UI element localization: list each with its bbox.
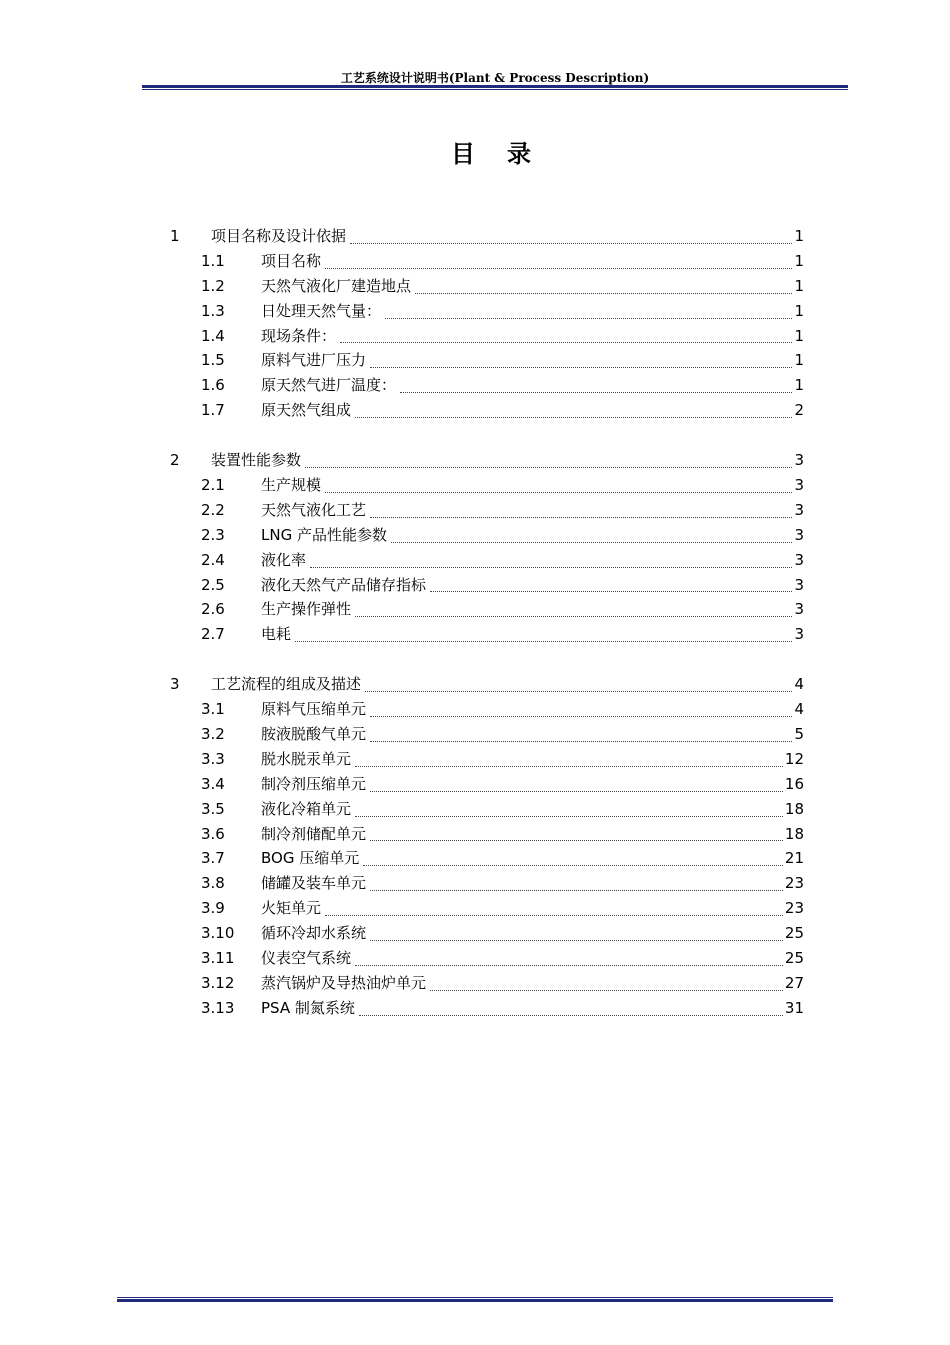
toc-entry-page-number: 18: [784, 799, 804, 818]
toc-entry-page-number: 4: [794, 700, 804, 719]
toc-entry-page-number: 3: [794, 451, 804, 470]
toc-entry-label: 工艺流程的组成及描述: [211, 675, 362, 694]
toc-dot-leader: [295, 641, 792, 642]
toc-entry-number: 1: [170, 227, 180, 245]
toc-dot-leader: [370, 367, 792, 368]
toc-entry[interactable]: [170, 349, 804, 374]
toc-entry-label: 原天然气组成: [261, 401, 352, 420]
toc-entry-page-number: 1: [794, 301, 804, 320]
header-rule: [142, 85, 848, 90]
toc-entry-page-number: 16: [784, 774, 804, 793]
toc-entry[interactable]: [170, 275, 804, 300]
toc-entry[interactable]: [170, 574, 804, 599]
toc-dot-leader: [370, 890, 783, 891]
toc-entry-number: 1.2: [201, 276, 225, 295]
toc-entry-page-number: 3: [794, 550, 804, 569]
header-title: 工艺系统设计说明书(Plant & Process Description): [340, 71, 650, 85]
toc-entry-number: 3.6: [201, 824, 225, 843]
toc-entry-label: PSA 制氮系统: [261, 998, 355, 1017]
toc-entry[interactable]: [170, 524, 804, 549]
toc-entry-number: 3.7: [201, 849, 225, 868]
toc-entry-number: 3.11: [201, 949, 235, 968]
toc-entry-label: 天然气液化工艺: [261, 500, 367, 519]
toc-entry-page-number: 3: [794, 476, 804, 495]
toc-entry-label: 原料气进厂压力: [261, 351, 367, 370]
toc-entry[interactable]: [170, 325, 804, 350]
toc-entry-page-number: 3: [794, 500, 804, 519]
toc-title: 目录: [451, 140, 563, 168]
toc-entry-page-number: 31: [784, 998, 804, 1017]
toc-dot-leader: [325, 492, 792, 493]
toc-dot-leader: [325, 915, 783, 916]
toc-dot-leader: [359, 1015, 783, 1016]
toc-entry[interactable]: [170, 947, 804, 972]
toc-entry-label: 原料气压缩单元: [261, 700, 367, 719]
toc-dot-leader: [355, 965, 783, 966]
toc-dot-leader: [365, 691, 792, 692]
toc-entry-page-number: 3: [794, 525, 804, 544]
toc-dot-leader: [350, 243, 792, 244]
toc-entry-label: 制冷剂压缩单元: [261, 774, 367, 793]
toc-entry-page-number: 23: [784, 899, 804, 918]
toc-dot-leader: [355, 816, 783, 817]
toc-entry[interactable]: [170, 997, 804, 1022]
toc-entry-page-number: 1: [794, 227, 804, 245]
toc-entry[interactable]: [170, 474, 804, 499]
toc-entry-label: 项目名称及设计依据: [211, 227, 347, 245]
toc-entry-label: 天然气液化厂建造地点: [261, 276, 412, 295]
toc-dot-leader: [370, 741, 792, 742]
toc-entry-number: 2.1: [201, 476, 225, 495]
toc-dot-leader: [415, 293, 792, 294]
toc-entry-page-number: 1: [794, 251, 804, 270]
toc-entry-page-number: 1: [794, 326, 804, 345]
toc-entry[interactable]: [170, 374, 804, 399]
toc-entry-number: 2.7: [201, 625, 225, 644]
toc-dot-leader: [370, 791, 783, 792]
toc-entry-page-number: 5: [794, 725, 804, 744]
toc-entry-label: 液化率: [261, 550, 307, 569]
toc-entry-number: 1.5: [201, 351, 225, 370]
toc-entry-number: 2.5: [201, 575, 225, 594]
toc-dot-leader: [370, 716, 792, 717]
toc-entry[interactable]: [170, 872, 804, 897]
toc-dot-leader: [310, 567, 792, 568]
toc-entry-page-number: 3: [794, 600, 804, 619]
toc-dot-leader: [370, 517, 792, 518]
toc-entry[interactable]: [170, 922, 804, 947]
toc-entry[interactable]: [170, 897, 804, 922]
toc-entry-number: 1.7: [201, 401, 225, 420]
toc-entry-number: 1.4: [201, 326, 225, 345]
toc-dot-leader: [400, 392, 792, 393]
toc-entry-number: 3.1: [201, 700, 225, 719]
toc-entry[interactable]: [170, 823, 804, 848]
toc-dot-leader: [391, 542, 792, 543]
toc-entry[interactable]: [170, 698, 804, 723]
toc-entry-page-number: 25: [784, 924, 804, 943]
toc-dot-leader: [430, 990, 783, 991]
toc-entry-label: 日处理天然气量：: [261, 301, 382, 320]
toc-entry-label: 火矩单元: [261, 899, 322, 918]
toc-dot-leader: [363, 865, 783, 866]
toc-entry-number: 3.8: [201, 874, 225, 893]
toc-entry-label: 脱水脱汞单元: [261, 749, 352, 768]
toc-entry-number: 3.3: [201, 749, 225, 768]
toc-entry-label: 项目名称: [261, 251, 322, 270]
toc-dot-leader: [305, 467, 792, 468]
toc-entry-number: 2: [170, 451, 180, 470]
toc-entry-number: 3.9: [201, 899, 225, 918]
toc-entry-number: 3.13: [201, 998, 235, 1017]
toc-entry-page-number: 27: [784, 973, 804, 992]
toc-dot-leader: [355, 417, 792, 418]
toc-entry-page-number: 21: [784, 849, 804, 868]
toc-entry-number: 3.2: [201, 725, 225, 744]
toc-entry-label: 原天然气进厂温度：: [261, 376, 397, 395]
toc-entry-label: 循环冷却水系统: [261, 924, 367, 943]
toc-entry[interactable]: [170, 549, 804, 574]
toc-entry-number: 3.12: [201, 973, 235, 992]
toc-entry-label: 胺液脱酸气单元: [261, 725, 367, 744]
toc-entry-page-number: 18: [784, 824, 804, 843]
toc-entry-page-number: 1: [794, 376, 804, 395]
toc-dot-leader: [370, 840, 783, 841]
toc-entry-number: 1.6: [201, 376, 225, 395]
toc-entry[interactable]: [170, 250, 804, 275]
toc-entry-label: 电耗: [261, 625, 292, 644]
toc-entry[interactable]: [170, 300, 804, 325]
toc-dot-leader: [385, 318, 792, 319]
toc-entry-number: 3.5: [201, 799, 225, 818]
toc-entry-number: 1.1: [201, 251, 225, 270]
toc-entry-label: 制冷剂储配单元: [261, 824, 367, 843]
toc-entry[interactable]: [170, 748, 804, 773]
toc-entry-number: 2.4: [201, 550, 225, 569]
toc-entry-page-number: 12: [784, 749, 804, 768]
toc-entry[interactable]: [170, 449, 804, 474]
toc-dot-leader: [325, 268, 792, 269]
toc-dot-leader: [340, 342, 792, 343]
toc-entry[interactable]: [170, 972, 804, 997]
toc-entry[interactable]: [170, 798, 804, 823]
toc-entry-label: 储罐及装车单元: [261, 874, 367, 893]
toc-entry-label: 现场条件：: [261, 326, 337, 345]
toc-entry[interactable]: [170, 225, 804, 250]
toc-entry-page-number: 3: [794, 625, 804, 644]
toc-entry-page-number: 25: [784, 949, 804, 968]
footer-rule: [117, 1297, 833, 1302]
toc-entry-label: 液化冷箱单元: [261, 799, 352, 818]
toc-entry[interactable]: [170, 673, 804, 698]
toc-entry-label: BOG 压缩单元: [261, 849, 360, 868]
toc-entry[interactable]: [170, 499, 804, 524]
toc-entry-label: 仪表空气系统: [261, 949, 352, 968]
toc-entry[interactable]: [170, 399, 804, 424]
toc-entry-page-number: 3: [794, 575, 804, 594]
toc-entry-number: 3: [170, 675, 180, 694]
toc-entry-number: 1.3: [201, 301, 225, 320]
toc-entry-page-number: 4: [794, 675, 804, 694]
toc-dot-leader: [355, 616, 792, 617]
toc-entry-page-number: 2: [794, 401, 804, 420]
toc-entry[interactable]: [170, 598, 804, 623]
toc-entry-number: 3.4: [201, 774, 225, 793]
toc-entry[interactable]: [170, 623, 804, 648]
table-of-contents: [170, 225, 804, 1022]
toc-entry-page-number: 1: [794, 351, 804, 370]
toc-entry-label: 装置性能参数: [211, 451, 302, 470]
toc-entry[interactable]: [170, 847, 804, 872]
toc-entry[interactable]: [170, 723, 804, 748]
toc-dot-leader: [370, 940, 783, 941]
toc-entry-number: 2.3: [201, 525, 225, 544]
toc-entry-label: LNG 产品性能参数: [261, 525, 387, 544]
toc-entry-label: 液化天然气产品储存指标: [261, 575, 427, 594]
toc-entry-number: 2.6: [201, 600, 225, 619]
toc-dot-leader: [355, 766, 783, 767]
toc-entry-page-number: 1: [794, 276, 804, 295]
toc-entry-number: 3.10: [201, 924, 235, 943]
toc-entry-label: 生产操作弹性: [261, 600, 352, 619]
toc-entry-label: 蒸汽锅炉及导热油炉单元: [261, 973, 427, 992]
toc-dot-leader: [430, 591, 792, 592]
toc-entry-page-number: 23: [784, 874, 804, 893]
toc-entry-number: 2.2: [201, 500, 225, 519]
toc-entry-label: 生产规模: [261, 476, 322, 495]
toc-entry[interactable]: [170, 773, 804, 798]
